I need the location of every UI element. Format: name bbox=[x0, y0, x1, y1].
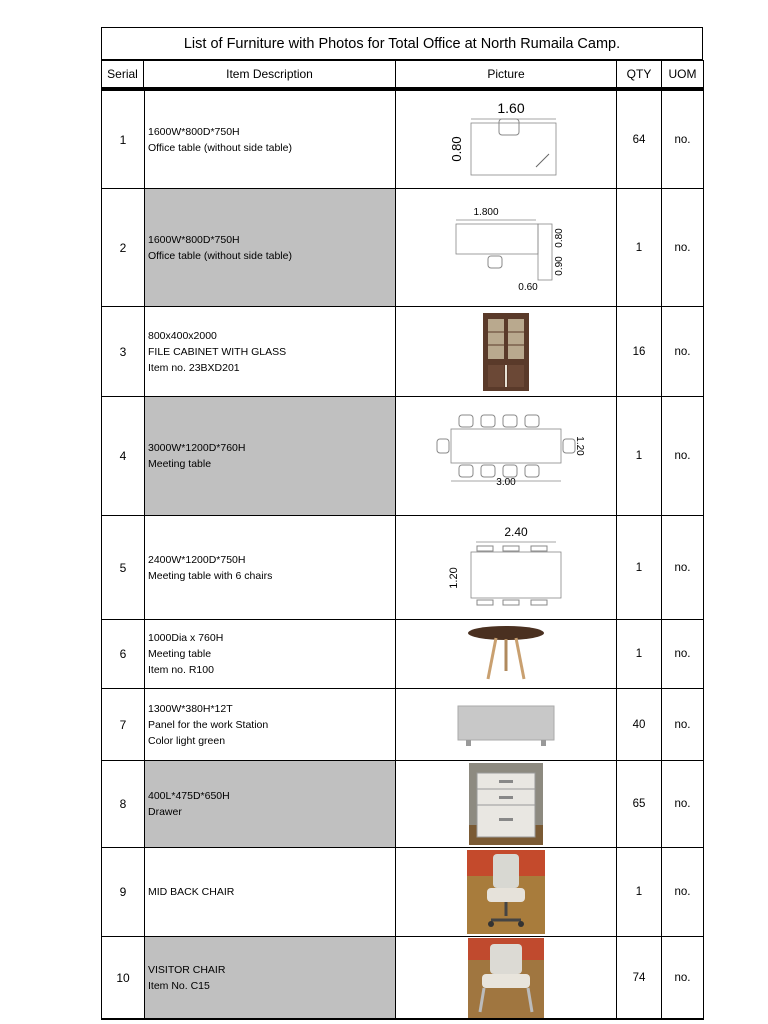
desc-line: Panel for the work Station bbox=[148, 718, 269, 731]
desc-line: Item no. R100 bbox=[148, 664, 214, 676]
uom-cell: no. bbox=[661, 307, 704, 396]
serial-cell: 5 bbox=[101, 516, 144, 619]
desc-line: 1300W*380H*12T bbox=[148, 702, 233, 715]
office-table-drawing bbox=[441, 97, 571, 182]
desc-line: Meeting table bbox=[148, 458, 212, 470]
table-row bbox=[101, 761, 704, 847]
desc-line: 2400W*1200D*750H bbox=[148, 553, 246, 566]
picture-cell bbox=[395, 620, 616, 688]
dimension-label: 1.60 bbox=[497, 100, 525, 116]
qty-cell: 1 bbox=[616, 189, 661, 306]
picture-cell bbox=[395, 689, 616, 760]
qty-cell: 1 bbox=[616, 620, 661, 688]
desc-line: Item No. C15 bbox=[148, 980, 210, 992]
serial-cell: 6 bbox=[101, 620, 144, 688]
table-row bbox=[101, 397, 704, 515]
description-cell bbox=[144, 689, 395, 760]
picture-cell bbox=[395, 848, 616, 936]
dimension-label: 1.800 bbox=[473, 207, 499, 218]
uom-cell: no. bbox=[661, 689, 704, 760]
header-picture: Picture bbox=[395, 60, 617, 88]
serial-cell: 8 bbox=[101, 761, 144, 847]
picture-cell bbox=[395, 761, 616, 847]
office-table-l-drawing bbox=[436, 200, 576, 295]
dimension-label: 0.60 bbox=[518, 282, 538, 293]
dimension-label: 1.20 bbox=[574, 436, 585, 456]
table-row bbox=[101, 307, 704, 396]
desc-line: Drawer bbox=[148, 806, 182, 818]
uom-cell: no. bbox=[661, 620, 704, 688]
description-cell bbox=[144, 91, 395, 188]
description-cell bbox=[144, 620, 395, 688]
description-cell bbox=[144, 761, 395, 847]
desc-line: 1600W*800D*750H bbox=[148, 125, 240, 138]
desc-line: Item no. 23BXD201 bbox=[148, 361, 240, 374]
qty-cell: 64 bbox=[616, 91, 661, 188]
description-cell bbox=[144, 397, 395, 515]
header-description: Item Description bbox=[143, 60, 396, 88]
sheet-title: List of Furniture with Photos for Total Office at North Rumaila Camp. bbox=[101, 27, 703, 60]
desc-line: Color light green bbox=[148, 734, 226, 747]
qty-cell: 1 bbox=[616, 848, 661, 936]
desc-line: 1600W*800D*750H bbox=[148, 233, 240, 246]
qty-cell: 40 bbox=[616, 689, 661, 760]
serial-cell: 2 bbox=[101, 189, 144, 306]
qty-cell: 65 bbox=[616, 761, 661, 847]
serial-cell: 3 bbox=[101, 307, 144, 396]
dimension-label: 0.90 bbox=[554, 256, 565, 276]
picture-cell bbox=[395, 91, 616, 188]
picture-cell bbox=[395, 307, 616, 396]
mid-back-chair-photo bbox=[467, 850, 545, 934]
table-row bbox=[101, 937, 704, 1019]
picture-cell bbox=[395, 189, 616, 306]
qty-cell: 16 bbox=[616, 307, 661, 396]
uom-cell: no. bbox=[661, 189, 704, 306]
uom-cell: no. bbox=[661, 91, 704, 188]
panel-photo bbox=[456, 702, 556, 748]
desc-line: MID BACK CHAIR bbox=[148, 886, 235, 898]
description-cell bbox=[144, 307, 395, 396]
serial-cell: 9 bbox=[101, 848, 144, 936]
description-cell bbox=[144, 189, 395, 306]
table-row bbox=[101, 689, 704, 760]
table-row bbox=[101, 189, 704, 306]
file-cabinet-photo bbox=[481, 311, 531, 393]
desc-line: VISITOR CHAIR bbox=[148, 964, 226, 976]
desc-line: Meeting table with 6 chairs bbox=[148, 569, 273, 582]
desc-line: Office table (without side table) bbox=[148, 249, 292, 262]
header-uom: UOM bbox=[661, 60, 704, 88]
description-cell bbox=[144, 516, 395, 619]
visitor-chair-photo bbox=[468, 938, 544, 1018]
dimension-label: 2.40 bbox=[504, 525, 528, 539]
desc-line: 800x400x2000 bbox=[148, 329, 217, 342]
dimension-label: 3.00 bbox=[496, 477, 516, 488]
furniture-sheet bbox=[101, 27, 704, 1019]
drawer-photo bbox=[469, 763, 543, 845]
table-row bbox=[101, 516, 704, 619]
desc-line: FILE CABINET WITH GLASS bbox=[148, 345, 287, 358]
desc-line: 400L*475D*650H bbox=[148, 790, 230, 802]
meeting-table-6-drawing bbox=[441, 520, 571, 615]
qty-cell: 74 bbox=[616, 937, 661, 1019]
uom-cell: no. bbox=[661, 761, 704, 847]
table-row bbox=[101, 91, 704, 188]
desc-line: 3000W*1200D*760H bbox=[148, 442, 246, 454]
picture-cell bbox=[395, 516, 616, 619]
description-cell bbox=[144, 937, 395, 1019]
description-cell bbox=[144, 848, 395, 936]
dimension-label: 0.80 bbox=[554, 228, 565, 248]
qty-cell: 1 bbox=[616, 397, 661, 515]
row-divider bbox=[101, 1018, 704, 1020]
desc-line: Meeting table bbox=[148, 648, 212, 660]
desc-line: 1000Dia x 760H bbox=[148, 632, 224, 644]
round-table-photo bbox=[466, 623, 546, 685]
picture-cell bbox=[395, 397, 616, 515]
picture-cell bbox=[395, 937, 616, 1019]
uom-cell: no. bbox=[661, 516, 704, 619]
uom-cell: no. bbox=[661, 848, 704, 936]
serial-cell: 10 bbox=[101, 937, 144, 1019]
serial-cell: 7 bbox=[101, 689, 144, 760]
qty-cell: 1 bbox=[616, 516, 661, 619]
header-serial: Serial bbox=[101, 60, 144, 88]
header-qty: QTY bbox=[616, 60, 662, 88]
uom-cell: no. bbox=[661, 397, 704, 515]
meeting-table-drawing bbox=[431, 411, 585, 501]
table-row bbox=[101, 620, 704, 688]
dimension-label: 1.20 bbox=[448, 567, 460, 589]
serial-cell: 1 bbox=[101, 91, 144, 188]
table-row bbox=[101, 848, 704, 936]
desc-line: Office table (without side table) bbox=[148, 141, 292, 154]
dimension-label: 0.80 bbox=[449, 136, 464, 162]
uom-cell: no. bbox=[661, 937, 704, 1019]
serial-cell: 4 bbox=[101, 397, 144, 515]
